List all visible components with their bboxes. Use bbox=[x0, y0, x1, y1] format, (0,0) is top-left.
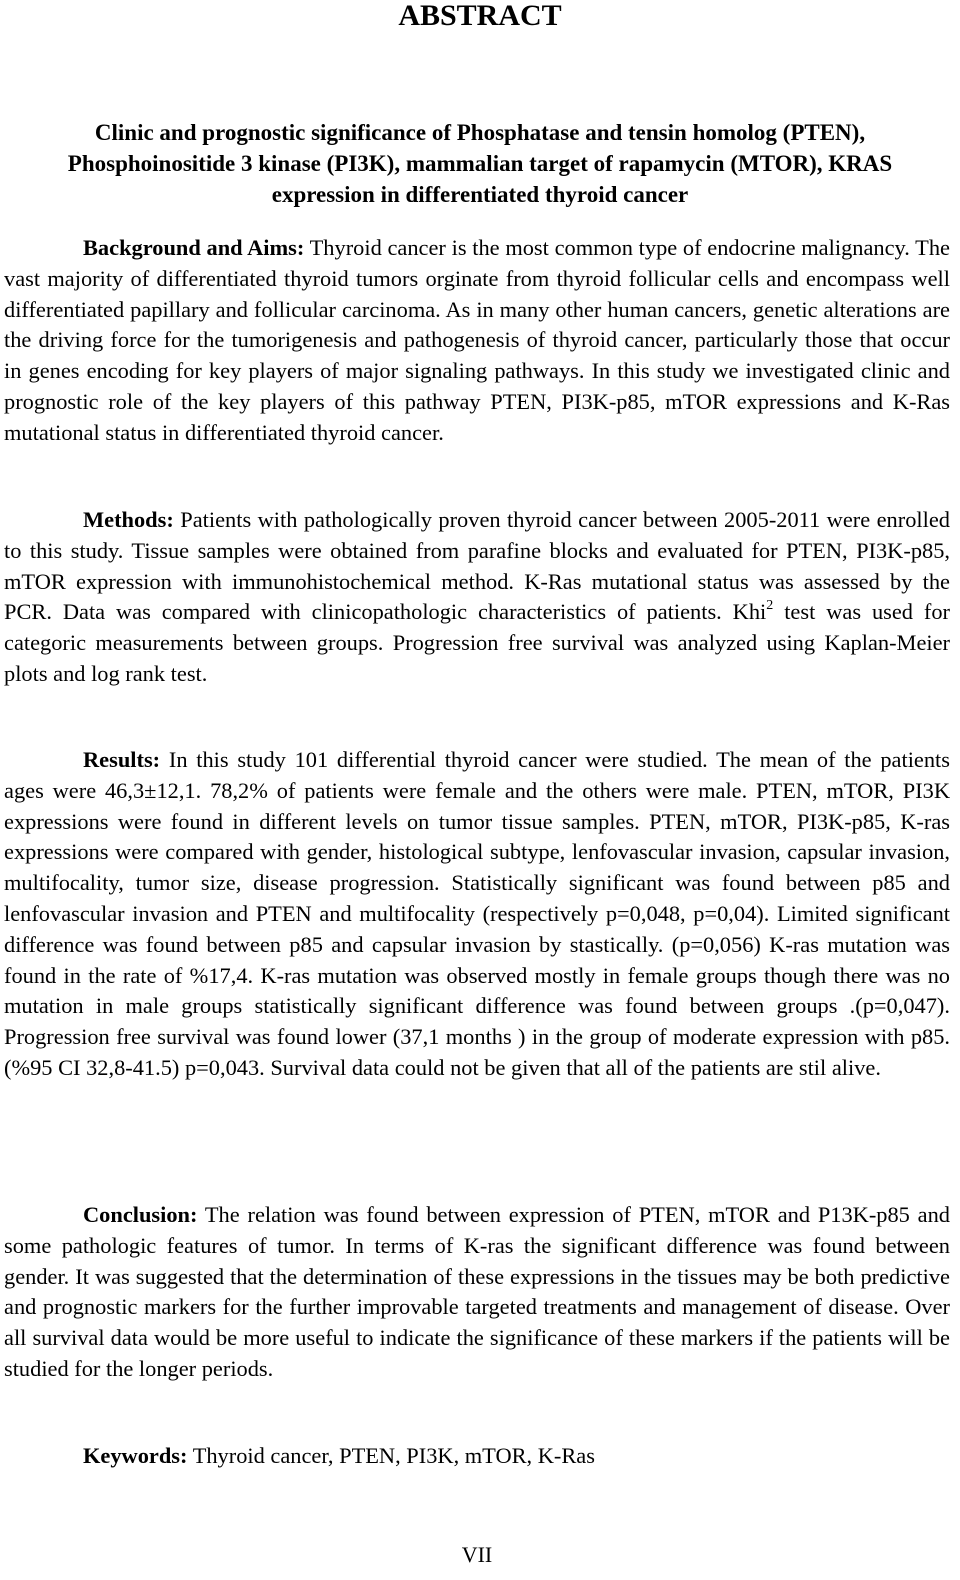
methods-text-start: Patients with pathologically proven thyroid cancer between 2005-2011 were enrolled to this study. Tissue samples were obtained from parafine blocks and evaluated for PTEN, PI3K-p85, mTOR expression with immunohistochemical method. K-Ras mutational status was assessed by the PCR. Data was compared with clinicopathologic characteristics of patients. Khi bbox=[4, 507, 950, 625]
methods-label: Methods: bbox=[83, 507, 174, 532]
methods-paragraph bbox=[4, 505, 950, 690]
background-label: Background and Aims: bbox=[83, 235, 305, 260]
results-paragraph bbox=[4, 745, 950, 1084]
conclusion-text: The relation was found between expression of PTEN, mTOR and P13K-p85 and some pathologic features of tumor. In terms of K-ras the significant difference was found between gender. It was suggested that the determination of these expressions in the tissues may be both predictive and prognostic markers for the further improvable targeted treatments and management of disease. Over all survival data would be more useful to indicate the significance of these markers if the patients will be studied for the longer periods. bbox=[4, 1202, 950, 1381]
page-number: VII bbox=[461, 1542, 493, 1567]
results-label: Results: bbox=[83, 747, 161, 772]
keywords-label: Keywords: bbox=[83, 1443, 188, 1468]
methods-superscript: 2 bbox=[766, 597, 774, 613]
results-text: In this study 101 differential thyroid cancer were studied. The mean of the patients ages were 46,3±12,1. 78,2% of patients were female and the others were male. PTEN, mTOR, PI3K expressions were found in different levels on tumor tissue samples. PTEN, mTOR, PI3K-p85, K-ras expressions were compared with gender, histological subtype, lenfovascular invasion, capsular invasion, multifocality, tumor size, disease progression. Statistically significant was found between p85 and lenfovascular invasion and PTEN and multifocality (respectively p=0,048, p=0,04). Limited significant difference was found between p85 and capsular invasion by stastically. (p=0,056) K-ras mutation was found in the rate of %17,4. K-ras mutation was observed mostly in female groups though there was no mutation in male groups statistically significant difference was found between groups .(p=0,047). Progression free survival was found lower (37,1 months ) in the group of moderate expression with p85. (%95 CI 32,8-41.5) p=0,043. Survival data could not be given that all of the patients are stil alive. bbox=[4, 747, 950, 1080]
keywords-paragraph bbox=[4, 1441, 950, 1472]
methods-text-end: test was used for categoric measurements between groups. Progression free survival was analyzed using Kaplan-Meier plots and log rank test. bbox=[4, 599, 951, 686]
conclusion-paragraph bbox=[4, 1200, 950, 1385]
keywords-text: Thyroid cancer, PTEN, PI3K, mTOR, K-Ras bbox=[192, 1443, 595, 1468]
abstract-title: Clinic and prognostic significance of Phosphatase and tensin homolog (PTEN), Phosphoinositide 3 kinase (PI3K), mammalian target of rapamycin (MTOR), KRAS expression in differentiated thyroid cancer bbox=[67, 120, 893, 207]
background-text: Thyroid cancer is the most common type of endocrine malignancy. The vast majority of differentiated thyroid tumors orginate from thyroid follicular cells and encompass well differentiated papillary and follicular carcinoma. As in many other human cancers, genetic alterations are the driving force for the tumorigenesis and pathogenesis of thyroid cancer, particularly those that occur in genes encoding for key players of major signaling pathways. In this study we investigated clinic and prognostic role of the key players of this pathway PTEN, PI3K-p85, mTOR expressions and K-Ras mutational status in differentiated thyroid cancer. bbox=[4, 235, 950, 445]
abstract-heading: ABSTRACT bbox=[398, 0, 562, 32]
conclusion-label: Conclusion: bbox=[83, 1202, 198, 1227]
background-paragraph bbox=[4, 233, 950, 449]
